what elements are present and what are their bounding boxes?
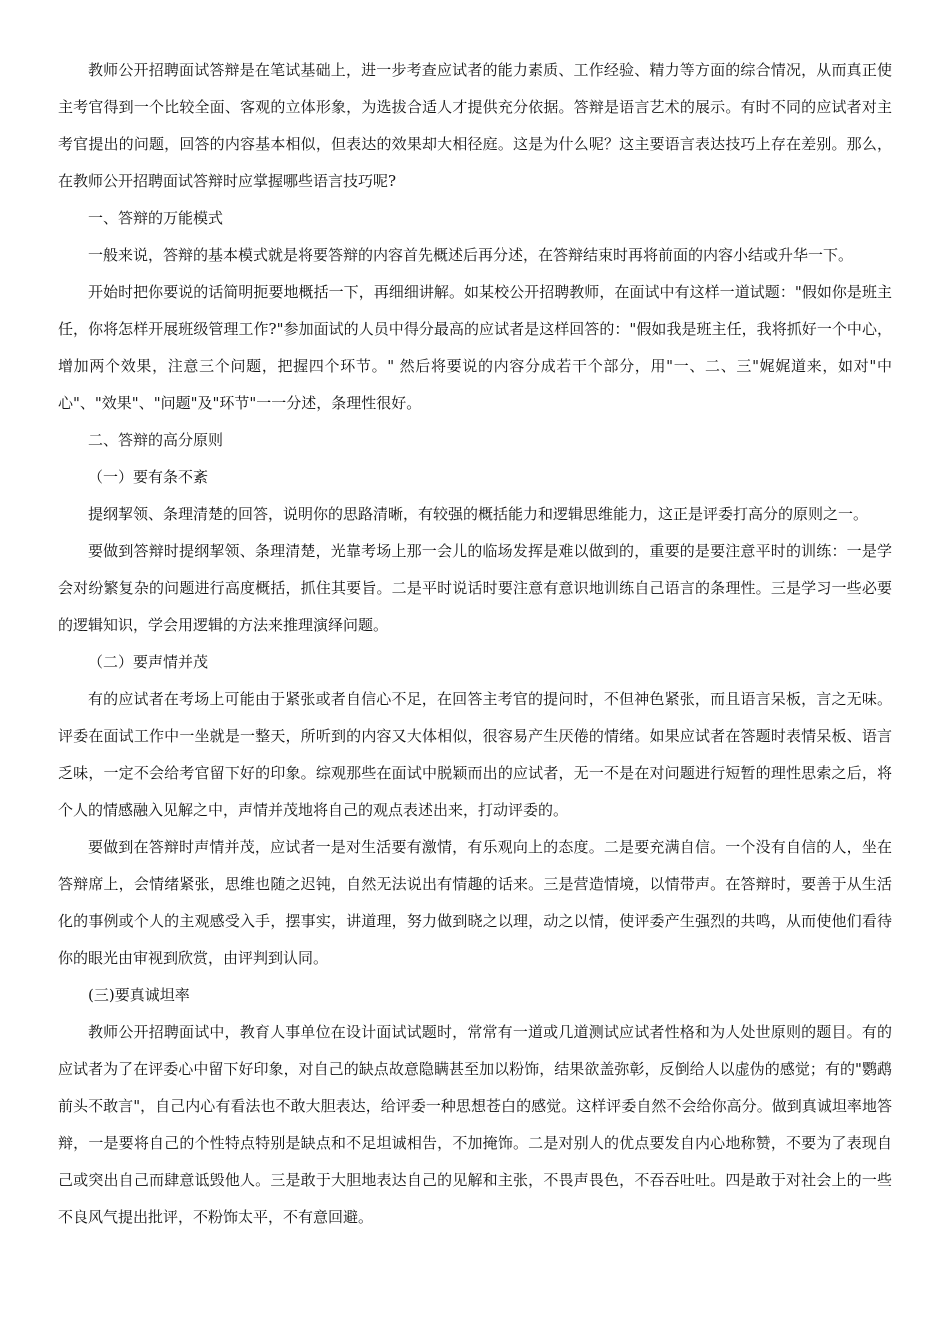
body-paragraph: 一般来说，答辩的基本模式就是将要答辩的内容首先概述后再分述，在答辩结束时再将前面的内容小结或升华一下。 bbox=[88, 246, 854, 264]
body-paragraph: 要做到在答辩时声情并茂，应试者一是对生活要有激情，有乐观向上的态度。二是要充满自信。一个没有自信的人，坐在答辩席上，会情绪紧张，思维也随之迟钝，自然无法说出有情趣的话来。三是营造情境，以情带声。在答辩时，要善于从生活化的事例或个人的主观感受入手，摆事实，讲道理，努力做到晓之以理，动之以情，使评委产生强烈的共鸣，从而使他们看待你的眼光由审视到欣赏，由评判到认同。 bbox=[58, 838, 892, 967]
subsection-heading-sincere: (三)要真诚坦率 bbox=[88, 986, 190, 1004]
document-page bbox=[58, 52, 892, 1236]
section-heading-high-score-principles: 二、答辩的高分原则 bbox=[88, 431, 224, 449]
body-paragraph: 要做到答辩时提纲挈领、条理清楚，光靠考场上那一会儿的临场发挥是难以做到的，重要的是要注意平时的训练：一是学会对纷繁复杂的问题进行高度概括，抓住其要旨。二是平时说话时要注意有意识地训练自己语言的条理性。三是学习一些必要的逻辑知识，学会用逻辑的方法来推理演绎问题。 bbox=[58, 542, 892, 634]
subsection-heading-expressive: （二）要声情并茂 bbox=[88, 653, 209, 671]
body-paragraph: 开始时把你要说的话简明扼要地概括一下，再细细讲解。如某校公开招聘教师，在面试中有这样一道试题："假如你是班主任，你将怎样开展班级管理工作?"参加面试的人员中得分最高的应试者是这样回答的："假如我是班主任，我将抓好一个中心，增加两个效果，注意三个问题，把握四个环节。" 然后将要说的内容分成若干个部分，用"一、二、三"娓娓道来，如对"中心"、"效果"、"问题"及"环节"一一分述，条理性很好。 bbox=[58, 283, 892, 412]
body-paragraph: 教师公开招聘面试中，教育人事单位在设计面试试题时，常常有一道或几道测试应试者性格和为人处世原则的题目。有的应试者为了在评委心中留下好印象，对自己的缺点故意隐瞒甚至加以粉饰，结果欲盖弥彰，反倒给人以虚伪的感觉；有的"鹦鹉前头不敢言"，自己内心有看法也不敢大胆表达，给评委一种思想苍白的感觉。这样评委自然不会给你高分。做到真诚坦率地答辩，一是要将自己的个性特点特别是缺点和不足坦诚相告，不加掩饰。二是对别人的优点要发自内心地称赞，不要为了表现自己或突出自己而肆意诋毁他人。三是敢于大胆地表达自己的见解和主张，不畏声畏色，不吞吞吐吐。四是敢于对社会上的一些不良风气提出批评，不粉饰太平，不有意回避。 bbox=[58, 1023, 892, 1226]
subsection-heading-orderly: （一）要有条不紊 bbox=[88, 468, 209, 486]
section-heading-universal-mode: 一、答辩的万能模式 bbox=[88, 209, 224, 227]
body-paragraph: 提纲挈领、条理清楚的回答，说明你的思路清晰，有较强的概括能力和逻辑思维能力，这正是评委打高分的原则之一。 bbox=[88, 505, 869, 523]
intro-paragraph: 教师公开招聘面试答辩是在笔试基础上，进一步考查应试者的能力素质、工作经验、精力等方面的综合情况，从而真正使主考官得到一个比较全面、客观的立体形象，为选拔合适人才提供充分依据。答辩是语言艺术的展示。有时不同的应试者对主考官提出的问题，回答的内容基本相似，但表达的效果却大相径庭。这是为什么呢？这主要语言表达技巧上存在差别。那么，在教师公开招聘面试答辩时应掌握哪些语言技巧呢? bbox=[58, 61, 892, 190]
body-paragraph: 有的应试者在考场上可能由于紧张或者自信心不足，在回答主考官的提问时，不但神色紧张，而且语言呆板，言之无味。评委在面试工作中一坐就是一整天，所听到的内容又大体相似，很容易产生厌倦的情绪。如果应试者在答题时表情呆板、语言乏味，一定不会给考官留下好的印象。综观那些在面试中脱颖而出的应试者，无一不是在对问题进行短暂的理性思索之后，将个人的情感融入见解之中，声情并茂地将自己的观点表述出来，打动评委的。 bbox=[58, 690, 892, 819]
